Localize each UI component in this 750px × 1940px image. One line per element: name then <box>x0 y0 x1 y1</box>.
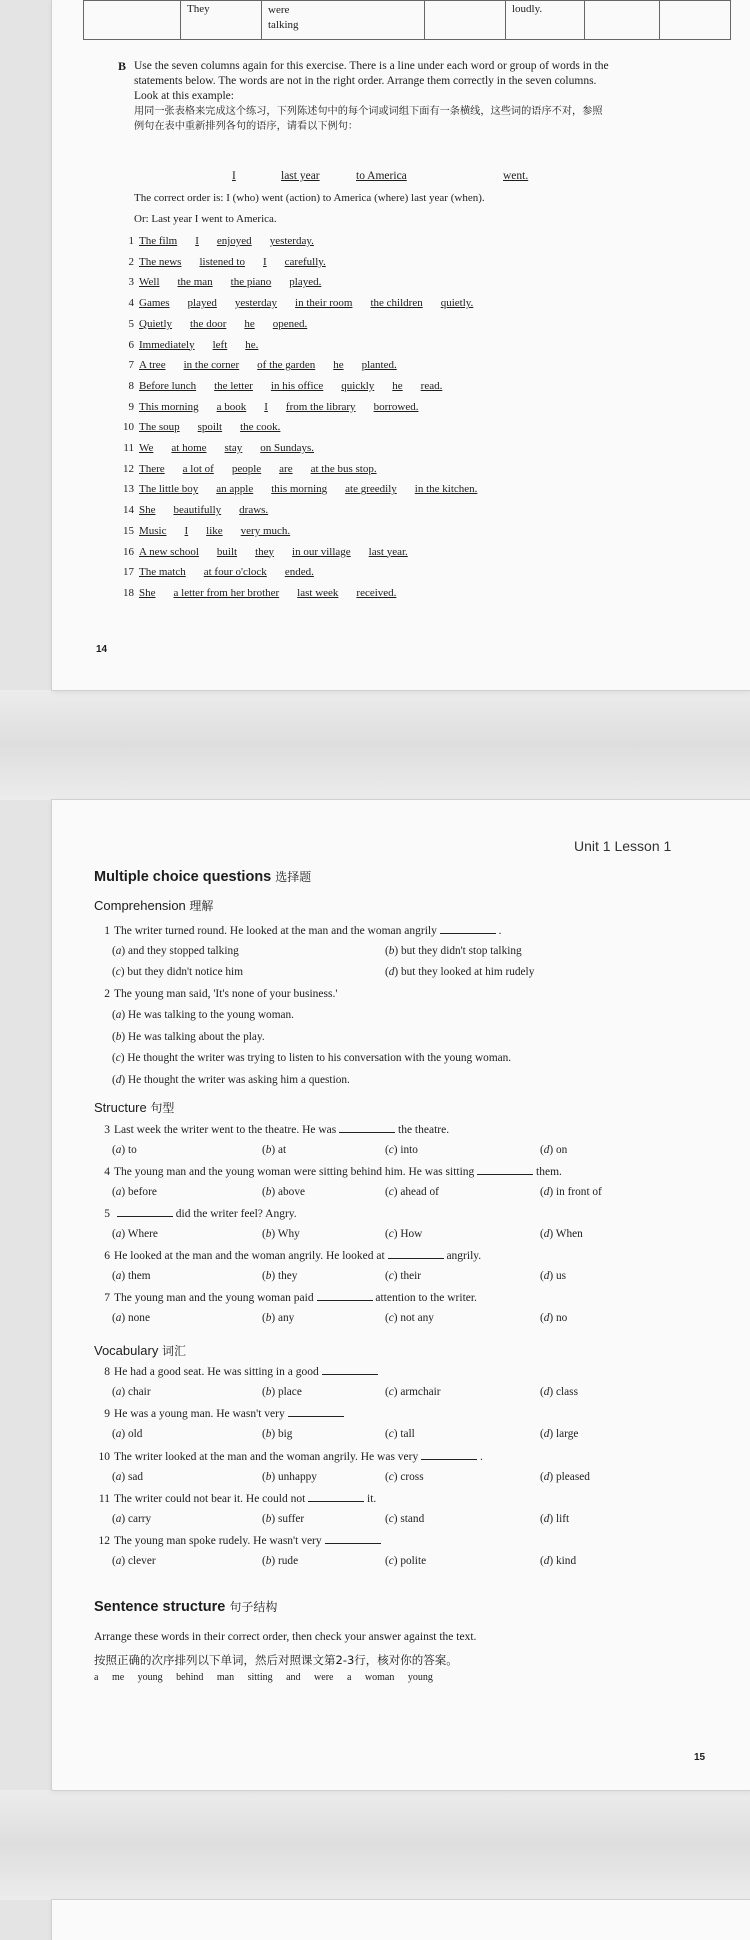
sentence-word: quietly. <box>440 297 474 310</box>
sentence-item <box>116 421 298 433</box>
question-text: Last week the writer went to the theatre. He was <box>114 1124 337 1136</box>
sentence-word: a book <box>216 400 247 413</box>
sentence-word: the door <box>190 317 227 330</box>
question-q6 <box>94 1248 481 1262</box>
sentence-word: I <box>263 255 267 268</box>
sentence-number: 17 <box>123 566 134 579</box>
sentence-word: at home <box>171 442 207 454</box>
sentence-number: 7 <box>128 359 134 372</box>
correct-order-line: The correct order is: I (who) went (action) to America (where) last year (when). <box>134 192 485 204</box>
table-cell <box>506 1 585 40</box>
answer-blank <box>388 1248 444 1259</box>
answer-blank <box>308 1491 364 1502</box>
cell-text: They <box>187 3 210 15</box>
question-q11 <box>94 1491 376 1505</box>
table-cell <box>84 1 181 40</box>
sentence-word: he <box>392 379 403 392</box>
sentence-word: at the bus stop. <box>310 462 377 475</box>
sentence-number: 18 <box>123 586 134 599</box>
question-text: . <box>479 1451 483 1463</box>
sentence-item <box>116 297 491 309</box>
question-q7 <box>94 1290 477 1304</box>
question-q4 <box>94 1164 562 1178</box>
question-text: them. <box>536 1166 562 1178</box>
heading-text: Vocabulary <box>94 1343 159 1358</box>
question-q8 <box>94 1364 378 1378</box>
answer-option: (a) old <box>112 1428 143 1440</box>
answer-option: (c) tall <box>385 1428 415 1440</box>
question-q1 <box>94 923 501 937</box>
answer-blank <box>322 1364 378 1375</box>
answer-option: (b) any <box>262 1312 295 1324</box>
sentence-item <box>116 401 436 413</box>
sentence-number: 15 <box>123 524 134 537</box>
answer-option: (a) and they stopped talking <box>112 945 239 957</box>
answer-option: (b) place <box>262 1386 302 1398</box>
sentence-word: of the garden <box>257 359 316 372</box>
sentence-word: received. <box>356 586 397 599</box>
answer-option: (a) Where <box>112 1228 158 1240</box>
answer-option: (c) not any <box>385 1312 434 1324</box>
sentence-word: We <box>139 442 154 454</box>
question-text: The writer turned round. He looked at the man and the woman angrily <box>114 925 437 937</box>
sentence-word: last year. <box>368 545 408 558</box>
sentence-word: yesterday <box>234 297 278 310</box>
answer-blank <box>117 1206 173 1217</box>
answer-option: (b) they <box>262 1270 298 1282</box>
answer-option: (a) to <box>112 1144 137 1156</box>
answer-blank <box>317 1290 373 1301</box>
sentence-word: Well <box>139 276 160 289</box>
sentence-structure-title <box>94 1598 277 1615</box>
sentence-word: in the corner <box>183 359 240 372</box>
vocabulary-heading <box>94 1342 186 1359</box>
table-cell <box>585 1 660 40</box>
sentence-word: the piano <box>230 276 272 289</box>
sentence-word: The soup <box>139 421 180 434</box>
instruction-line: Use the seven columns again for this exercise. There is a line under each word or group of words in the <box>134 60 609 72</box>
comprehension-heading <box>94 897 213 914</box>
sentence-number: 3 <box>128 276 134 289</box>
sentence-word: this morning <box>271 483 328 496</box>
answer-option: (b) big <box>262 1428 293 1440</box>
sentence-word: listened to <box>199 255 245 268</box>
sentence-item <box>116 235 332 247</box>
sentence-word: in our village <box>292 545 351 558</box>
sentence-word: played. <box>289 276 322 289</box>
sentence-item <box>116 359 415 371</box>
answer-option: (a) before <box>112 1186 157 1198</box>
answer-option: (d) kind <box>540 1555 577 1567</box>
answer-option: (d) lift <box>540 1513 570 1525</box>
mc-title-cn: 选择题 <box>275 870 312 884</box>
sentence-item <box>116 546 426 558</box>
page-gap <box>0 690 750 800</box>
instruction-cn-line: 例句在表中重新排列各句的语序，请看以下例句： <box>134 121 359 132</box>
answer-option: (b) Why <box>262 1228 300 1240</box>
question-text: attention to the writer. <box>375 1292 477 1304</box>
sentence-word: carefully. <box>284 255 326 268</box>
sentence-word: very much. <box>240 524 291 537</box>
answer-option: (a) chair <box>112 1386 151 1398</box>
question-number: 9 <box>104 1408 110 1420</box>
sentence-word: She <box>139 586 156 599</box>
sentence-word: he. <box>245 338 259 351</box>
answer-option: (c) polite <box>385 1555 427 1567</box>
sentence-number: 13 <box>123 483 134 496</box>
sentence-word: Before lunch <box>139 379 197 392</box>
answer-option: (d) When <box>540 1228 583 1240</box>
table-cell <box>181 1 262 40</box>
sentence-word: borrowed. <box>373 400 419 413</box>
sentence-word: are <box>279 462 293 475</box>
sentence-word: planted. <box>361 359 397 372</box>
answer-option: (c) armchair <box>385 1386 441 1398</box>
sentence-number: 16 <box>123 545 134 558</box>
sentence-word: beautifully <box>173 504 222 517</box>
question-number: 6 <box>104 1250 110 1262</box>
sentence-word: I <box>195 235 199 247</box>
question-text: The writer could not bear it. He could not <box>114 1493 306 1505</box>
answer-option: (d) in front of <box>540 1186 602 1198</box>
sentence-item <box>116 256 344 268</box>
question-number: 4 <box>104 1166 110 1178</box>
question-q5 <box>94 1206 297 1220</box>
ss-title-cn: 句子结构 <box>229 1600 278 1614</box>
table-cell <box>425 1 506 40</box>
question-number: 8 <box>104 1366 110 1378</box>
sentence-word: draws. <box>239 504 269 517</box>
sentence-word: opened. <box>272 317 308 330</box>
question-q2 <box>94 988 337 1000</box>
sentence-word: stay <box>224 442 243 454</box>
sentence-word: in their room <box>295 297 353 310</box>
sentence-word: on Sundays. <box>260 442 315 454</box>
sentence-word: quickly <box>341 379 375 392</box>
sentence-word: The film <box>139 235 178 247</box>
answer-blank <box>440 923 496 934</box>
question-text: The young man spoke rudely. He wasn't very <box>114 1535 322 1547</box>
answer-option: (d) but they looked at him rudely <box>385 966 535 978</box>
sentence-item <box>116 463 395 475</box>
sentence-word: A new school <box>139 545 199 558</box>
question-text: . <box>498 925 502 937</box>
question-number: 10 <box>98 1451 110 1463</box>
instruction-cn-line: 用同一张表格来完成这个练习，下列陈述句中的每个词或词组下面有一条横线，这些词的语序不对，参照 <box>134 106 603 117</box>
question-number: 2 <box>104 988 110 1000</box>
heading-cn: 理解 <box>189 899 214 913</box>
example-word: I <box>232 170 236 182</box>
sentence-word: the cook. <box>240 421 281 434</box>
answer-option: (a) them <box>112 1270 151 1282</box>
sentence-word: from the library <box>285 400 356 413</box>
cell-text: talking <box>268 19 299 31</box>
answer-option: (c) ahead of <box>385 1186 439 1198</box>
question-text: The writer looked at the man and the woman angrily. He was very <box>114 1451 419 1463</box>
sentence-word: I <box>264 400 268 413</box>
sentence-item <box>116 442 332 454</box>
sentence-word: built <box>216 545 238 558</box>
page-16-top <box>52 1900 750 1940</box>
answer-option: (c) How <box>385 1228 423 1240</box>
example-word: went. <box>503 170 529 182</box>
sentence-word: spoilt <box>197 421 223 434</box>
mc-title-text: Multiple choice questions <box>94 869 272 885</box>
question-text: He had a good seat. He was sitting in a good <box>114 1366 319 1378</box>
answer-option: (c) but they didn't notice him <box>112 966 243 978</box>
page-gap <box>0 1790 750 1900</box>
answer-option: (b) He was talking about the play. <box>112 1031 265 1043</box>
sentence-number: 2 <box>128 255 134 268</box>
answer-option: (d) us <box>540 1270 567 1282</box>
heading-text: Comprehension <box>94 898 186 913</box>
question-number: 12 <box>98 1535 110 1547</box>
answer-option: (a) clever <box>112 1555 156 1567</box>
question-number: 11 <box>98 1493 110 1505</box>
question-q3 <box>94 1122 449 1136</box>
sentence-number: 6 <box>128 338 134 351</box>
example-word: last year <box>281 170 320 182</box>
sentence-word: they <box>255 545 275 558</box>
question-text: did the writer feel? Angry. <box>175 1208 297 1220</box>
question-text: the theatre. <box>398 1124 450 1136</box>
or-line: Or: Last year I went to America. <box>134 213 277 225</box>
sentence-word: played <box>187 297 217 310</box>
answer-blank <box>339 1122 395 1133</box>
sentence-item <box>116 276 339 288</box>
answer-blank <box>325 1533 381 1544</box>
question-q12 <box>94 1533 381 1547</box>
answer-option: (a) carry <box>112 1513 152 1525</box>
question-text: angrily. <box>446 1250 482 1262</box>
answer-option: (d) He thought the writer was asking him a question. <box>112 1074 350 1086</box>
answer-option: (d) large <box>540 1428 579 1440</box>
sentence-word: a lot of <box>182 462 214 475</box>
sentence-word: The match <box>139 566 186 579</box>
sentence-word: Immediately <box>139 338 195 351</box>
answer-option: (c) into <box>385 1144 418 1156</box>
answer-option: (d) class <box>540 1386 578 1398</box>
answer-option: (a) none <box>112 1312 150 1324</box>
sentence-word: last week <box>297 586 339 599</box>
sentence-item <box>116 339 276 351</box>
cell-text: were <box>268 4 290 16</box>
table-cell <box>262 1 425 40</box>
sentence-number: 9 <box>128 400 134 413</box>
question-number: 1 <box>104 925 110 937</box>
sentence-word: Quietly <box>139 317 172 330</box>
sentence-item <box>116 587 414 599</box>
sentence-word: The little boy <box>139 483 199 496</box>
sentence-word: A tree <box>139 359 166 372</box>
sentence-word: The news <box>139 255 182 268</box>
question-text: He was a young man. He wasn't very <box>114 1408 285 1420</box>
sentence-word: he <box>244 317 255 330</box>
question-text: The young man and the young woman paid <box>114 1292 314 1304</box>
answer-option: (a) sad <box>112 1471 144 1483</box>
sentence-word: This morning <box>139 400 199 413</box>
instruction-line: statements below. The words are not in the right order. Arrange them correctly in the seven columns. <box>134 75 597 87</box>
answer-blank <box>421 1449 477 1460</box>
sentence-word: the children <box>370 297 423 310</box>
sentence-word: the man <box>177 276 213 289</box>
sentence-word: people <box>231 462 262 475</box>
sentence-word: ended. <box>284 566 314 579</box>
question-number: 7 <box>104 1292 110 1304</box>
sentence-word: at four o'clock <box>203 566 267 579</box>
answer-option: (c) He thought the writer was trying to listen to his conversation with the young woman. <box>112 1052 512 1064</box>
instruction-text <box>134 59 720 134</box>
section-label: B <box>118 59 127 73</box>
sentence-word: a letter from her brother <box>173 586 280 599</box>
instruction-line: Look at this example: <box>134 90 234 102</box>
example-word: to America <box>356 170 407 182</box>
sentence-word: like <box>206 524 223 537</box>
heading-cn: 词汇 <box>161 1344 186 1358</box>
page-number: 14 <box>96 644 108 655</box>
answer-option: (d) pleased <box>540 1471 590 1483</box>
sentence-word: an apple <box>216 483 254 496</box>
answer-option: (a) He was talking to the young woman. <box>112 1009 294 1021</box>
sentence-number: 8 <box>128 379 134 392</box>
sentence-word: Games <box>139 297 170 310</box>
sentence-item <box>116 525 308 537</box>
answer-blank <box>288 1406 344 1417</box>
sentence-word: There <box>139 462 165 475</box>
cell-text: loudly. <box>512 3 543 15</box>
sentence-word: Music <box>139 524 167 537</box>
seven-column-table <box>83 0 731 40</box>
question-text: He looked at the man and the woman angrily. He looked at <box>114 1250 385 1262</box>
answer-option: (b) above <box>262 1186 305 1198</box>
answer-option: (c) their <box>385 1270 422 1282</box>
answer-option: (b) unhappy <box>262 1471 317 1483</box>
sentence-word: left <box>212 338 228 351</box>
ss-title-text: Sentence structure <box>94 1599 226 1615</box>
answer-option: (b) suffer <box>262 1513 305 1525</box>
question-text: The young man said, 'It's none of your business.' <box>114 988 338 1000</box>
answer-blank <box>477 1164 533 1175</box>
page-number: 15 <box>694 1752 706 1763</box>
sentence-word: the letter <box>214 379 253 392</box>
sentence-item <box>116 318 325 330</box>
sentence-item <box>116 483 495 495</box>
sentence-word: in the kitchen. <box>414 483 478 496</box>
ss-words: a me young behind man sitting and were a woman young <box>94 1672 433 1683</box>
question-text: The young man and the young woman were sitting behind him. He was sitting <box>114 1166 475 1178</box>
question-q10 <box>94 1449 483 1463</box>
answer-option: (b) rude <box>262 1555 299 1567</box>
sentence-number: 10 <box>123 421 134 434</box>
question-text: it. <box>367 1493 377 1505</box>
answer-option: (d) no <box>540 1312 568 1324</box>
answer-option: (c) stand <box>385 1513 425 1525</box>
sentence-number: 11 <box>123 442 134 454</box>
question-q9 <box>94 1406 344 1420</box>
sentence-word: yesterday. <box>269 235 314 247</box>
structure-heading <box>94 1099 174 1116</box>
sentence-word: enjoyed <box>216 235 252 247</box>
answer-option: (c) cross <box>385 1471 424 1483</box>
sentence-item <box>116 380 460 392</box>
unit-lesson-header: Unit 1 Lesson 1 <box>574 838 672 854</box>
heading-cn: 句型 <box>150 1101 175 1115</box>
table-cell <box>660 1 731 40</box>
sentence-word: ate greedily <box>345 483 397 496</box>
sentence-item <box>116 566 332 578</box>
question-number: 5 <box>104 1208 110 1220</box>
sentence-word: in his office <box>270 379 324 392</box>
sentence-number: 5 <box>128 317 134 330</box>
sentence-word: She <box>139 504 156 517</box>
heading-text: Structure <box>94 1100 147 1115</box>
question-number: 3 <box>104 1124 110 1136</box>
answer-option: (d) on <box>540 1144 568 1156</box>
answer-option: (b) at <box>262 1144 287 1156</box>
sentence-word: read. <box>420 379 443 392</box>
ss-instruction: Arrange these words in their correct order, then check your answer against the text. <box>94 1631 477 1643</box>
ss-instruction-cn: 按照正确的次序排列以下单词，然后对照课文第2-3行，核对你的答案。 <box>94 1653 458 1667</box>
sentence-number: 4 <box>128 297 134 310</box>
sentence-number: 12 <box>123 462 134 475</box>
answer-option: (b) but they didn't stop talking <box>385 945 522 957</box>
sentence-word: he <box>333 359 344 372</box>
sentence-number: 14 <box>123 504 134 517</box>
mc-title <box>94 868 311 885</box>
sentence-number: 1 <box>128 235 134 247</box>
sentence-word: I <box>184 524 189 537</box>
sentence-item <box>116 504 286 516</box>
